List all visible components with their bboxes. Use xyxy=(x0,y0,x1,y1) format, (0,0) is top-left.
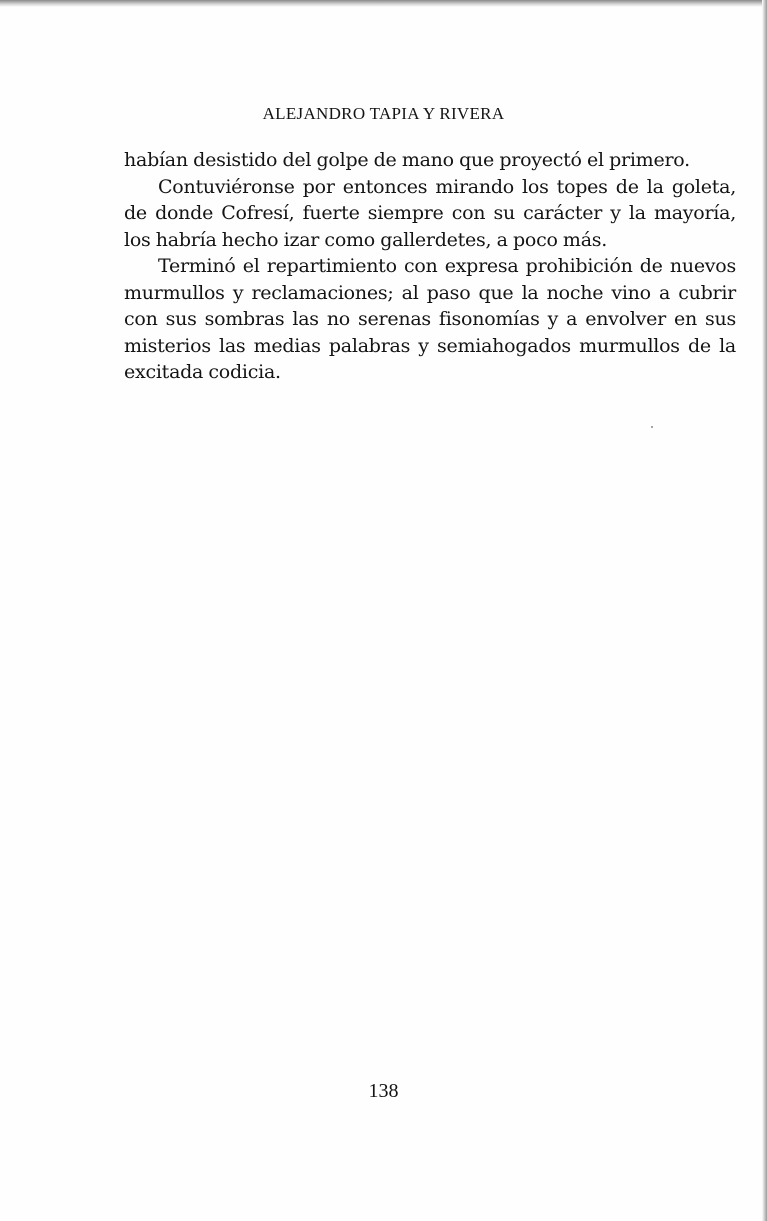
page-number: 138 xyxy=(368,1080,399,1102)
page-right-edge-shadow xyxy=(762,0,767,1221)
paragraph-2: Contuviéronse por entonces mirando los topes de la goleta, de donde Cofresí, fuerte siempre con su carácter y la mayoría, los habría hecho izar como gallerdetes, a poco más. xyxy=(124,175,736,251)
paragraph-1: habían desistido del golpe de mano que proyectó el primero. xyxy=(124,149,690,171)
paragraph-3: Terminó el repartimiento con expresa prohibición de nuevos murmullos y reclamaciones; al paso que la noche vino a cubrir con sus sombras las no serenas fisonomías y a envolver en sus misterios las medias palabras y semiahogados murmullos de la excitada codicia. xyxy=(124,255,736,383)
body-text xyxy=(124,147,736,386)
print-speck xyxy=(651,426,653,428)
page-top-edge-shadow xyxy=(0,0,767,7)
running-head: ALEJANDRO TAPIA Y RIVERA xyxy=(262,104,505,123)
